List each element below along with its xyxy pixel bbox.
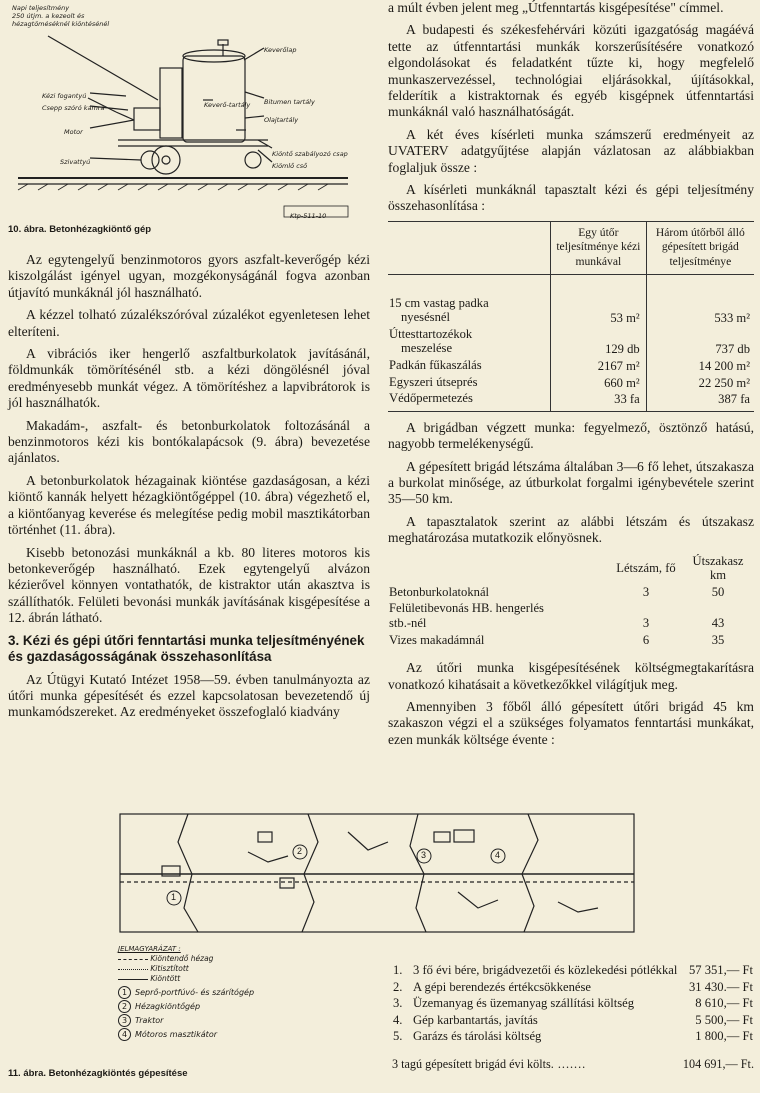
cell-staff: 3	[642, 584, 650, 599]
cost-label: Üzemanyag és üzemanyag szállítási költség	[413, 996, 635, 1011]
cell-km: 35	[711, 632, 725, 647]
paragraph: Makadám-, aszfalt- és betonburkolatok foltozásánál a benzinmotoros kézi kis bontókalapácsok (9. ábra) bevezetése ajánlatos.	[8, 417, 370, 466]
row-label-text: Betonburkolatoknál	[389, 584, 490, 599]
fig10-label-szivattyu: Szivattyú	[60, 158, 91, 166]
paragraph: Az egytengelyű benzinmotoros gyors aszfalt-keverőgép kézi kiszolgálást igényel ugyan, mozgékonyságánál fogva azonban útjavító munkáknál jól használható.	[8, 252, 370, 300]
row-label	[388, 584, 610, 601]
cell-mechanized: 387 fa	[718, 392, 750, 407]
row-label-text: 15 cm vastag padka	[389, 295, 489, 310]
fig10-label-code: Ktp-511-10	[290, 212, 327, 220]
fig10-wheel-front	[152, 146, 180, 174]
row-label-text: Padkán fűkaszálás	[389, 358, 482, 373]
legend-text: Traktor	[135, 1016, 164, 1025]
fig10-callout-line: hézagtöméséknél kiöntésénél	[12, 20, 110, 28]
paragraph: A kézzel tolható zúzalékszóróval zúzalékot egyenletesen lehet elteríteni.	[8, 307, 370, 339]
row-label-text: stb.-nél	[389, 616, 427, 631]
table-row	[388, 374, 754, 391]
paragraph: Amennyiben 3 főből álló gépesített útőri brigád 45 km szakaszon végzi el a szükséges folyamatos fenntartási munkákat, ezen munkák költsége évente :	[388, 699, 754, 747]
cost-number: 4.	[393, 1012, 403, 1027]
table-row	[388, 584, 754, 601]
cell-km: 50	[711, 584, 725, 599]
table-row	[388, 600, 754, 631]
cell-manual: 33 fa	[551, 390, 647, 407]
row-label-text: Úttesttartozékok	[389, 326, 473, 341]
cost-number: 5.	[393, 1029, 403, 1044]
fig10-label-szabalyzo: Kiöntő szabályozó csap	[272, 150, 348, 158]
legend-line-item: Kitisztított	[118, 964, 338, 974]
table-row	[388, 632, 754, 649]
fig10-wheel-small	[141, 151, 159, 169]
cost-row	[392, 1012, 754, 1029]
performance-table-body	[388, 295, 754, 412]
legend-text: Hézagkiöntőgép	[135, 1002, 201, 1011]
fig10-label-bitumen: Bitumen tartály	[264, 98, 315, 106]
fig10-label-fogantyu: Kézi fogantyú	[42, 92, 87, 100]
cell-mechanized: 737 db	[715, 342, 750, 357]
cost-number: 2.	[393, 979, 403, 994]
fig10-callout-line: 250 útjm. a kezeolt és	[12, 12, 85, 20]
cell-mechanized: 22 250 m²	[698, 375, 750, 390]
cost-value: 57 351,— Ft	[688, 963, 753, 977]
cost-row	[392, 995, 754, 1012]
row-label-text: nyesésnél	[401, 310, 450, 325]
cell-manual: 53 m²	[551, 295, 647, 326]
cost-row	[392, 979, 754, 996]
table-header: Útszakasz km	[692, 553, 744, 583]
table-header: Egy útőr teljesítménye kézi munkával	[551, 221, 647, 274]
hezagkiontes-map	[118, 812, 638, 936]
table-row	[388, 326, 754, 357]
paragraph: A kísérleti munkáknál tapasztalt kézi és gépi teljesítmény összehasonlítása :	[388, 182, 754, 214]
staff-table-body	[388, 584, 754, 648]
fig10-column	[160, 68, 182, 138]
paragraph: A brigádban végzett munka: fegyelmező, ösztönző hatású, nagyobb termelékenységű.	[388, 419, 754, 452]
paragraph: A vibrációs iker hengerlő aszfaltburkolatok javításánál, földmunkák tömörítésénél stb. a kézi döngölésnél jóval eredményesebb munkát végez. A tömörítéshez a lapvibrátorok is jól használhatók.	[8, 346, 370, 411]
paragraph: Az útőri munka kisgépesítésének költségmegtakarításra vonatkozó kihatásait a következőkkel világítjuk meg.	[388, 660, 754, 692]
fig11-marker-1: 1	[171, 892, 177, 902]
table-row	[388, 295, 754, 326]
cell-manual: 129 db	[551, 326, 647, 357]
cell-manual: 2167 m²	[551, 357, 647, 374]
performance-table	[388, 221, 754, 412]
fig10-label-keverotartaly: Keverő-tartály	[204, 101, 251, 109]
staff-table	[388, 553, 754, 649]
row-label	[388, 600, 610, 631]
legend-number: 1	[118, 986, 131, 999]
legend-number: 2	[118, 1000, 131, 1013]
section-heading: 3. Kézi és gépi útőri fenntartási munka teljesítményének és gazdaságosságának összehasonlítása	[8, 632, 365, 665]
costs-total-value: 104 691,— Ft.	[682, 1056, 754, 1071]
legend-item	[118, 1014, 338, 1028]
cost-value: 5 500,— Ft	[695, 1012, 753, 1027]
row-label-text: Felületibevonás HB. hengerlés	[389, 601, 544, 616]
fig11-legend	[118, 944, 338, 1042]
row-label	[388, 326, 551, 357]
table-row	[388, 390, 754, 407]
legend-items	[118, 986, 338, 1042]
table-header: Létszám, fő	[616, 560, 676, 575]
paragraph: Az Útügyi Kutató Intézet 1958—59. évben tanulmányozta az útőri munka gépesítését és ezzel kapcsolatosan bevezetendő új munkamódszereket. Az eredményeket összefoglaló kiadvány	[8, 671, 370, 720]
cost-row	[392, 1028, 754, 1045]
fig10-callout-line: Napi teljesítmény	[12, 4, 70, 12]
row-label-text: Egyszeri útseprés	[389, 374, 478, 389]
costs-total: 3 tagú gépesített brigád évi költs. ....... 104 691,— Ft.	[392, 1056, 754, 1071]
legend-line-item: Kiöntött	[118, 974, 338, 984]
cost-label: Gép karbantartás, javítás	[413, 1012, 538, 1027]
table-header	[388, 221, 551, 274]
paragraph: A betonburkolatok hézagainak kiöntése gazdaságosan, a kézi kiöntő kannák helyett hézagkiöntőgéppel (10. ábra) végezhető el, a kiöntőanyag keverése és melegítése pedig mobil masztikátorban történhet (11. ábra).	[8, 472, 370, 538]
cell-manual: 660 m²	[551, 374, 647, 391]
row-label	[388, 295, 551, 326]
fig10-label-keverolap: Keverőlap	[264, 46, 297, 54]
paragraph: A gépesített brigád létszáma általában 3—6 fő lehet, útszakasza a burkolat minősége, az útburkolat forgalmi igénybevétele szerint 35—50 km.	[388, 458, 754, 507]
row-label	[388, 374, 551, 391]
paragraph: A tapasztalatok szerint az alábbi létszám és útszakasz meghatározása mutatkozik előnyösnek.	[388, 513, 754, 546]
fig11-marker-2: 2	[297, 846, 303, 856]
figure-10	[8, 0, 370, 238]
paragraph: A budapesti és székesfehérvári közúti igazgatóság magáévá tette az útfenntartási munkák korszerűsítésére vonatkozó elgondolásokat és feladatként tűzte ki, hogy megfelelő munkaszervezéssel, technológiai eljárásokkal, újításokkal, felderítik a kistraktornak és egyéb kisgépnek útfenntartási munkáknál való használhatóságát.	[388, 22, 754, 120]
paragraph: A két éves kísérleti munka számszerű eredményeit az UVATERV adatgyűjtése alapján vázlatosan az alábbiakban foglaljuk össze :	[388, 126, 754, 175]
row-label	[388, 390, 551, 407]
legend-text: Mótoros masztikátor	[135, 1030, 217, 1039]
fig10-label-kiomlo: Kiömlő cső	[272, 162, 308, 170]
right-column	[388, 0, 754, 754]
row-label-text: meszelése	[401, 341, 453, 356]
legend-item	[118, 1028, 338, 1042]
cost-value: 8 610,— Ft	[695, 996, 753, 1011]
row-label	[388, 632, 610, 649]
cost-number: 1.	[393, 963, 403, 977]
row-label-text: Vizes makadámnál	[389, 632, 485, 647]
costs-list	[392, 962, 754, 1071]
table-header	[388, 553, 610, 584]
cell-mechanized: 14 200 m²	[698, 359, 750, 374]
cost-number: 3.	[393, 996, 403, 1011]
fig11-marker-3: 3	[421, 850, 427, 860]
costs-total-label: 3 tagú gépesített brigád évi költs.	[392, 1056, 554, 1071]
paragraph: a múlt évben jelent meg „Útfenntartás kisgépesítése" címmel.	[388, 0, 724, 15]
legend-item	[118, 986, 338, 1000]
legend-item	[118, 1000, 338, 1014]
row-label-text: Védőpermetezés	[389, 391, 473, 406]
fig10-motor	[134, 108, 160, 130]
cost-row	[392, 962, 754, 979]
cost-label: Garázs és tárolási költség	[413, 1029, 542, 1044]
left-column	[8, 0, 370, 727]
cost-value: 1 800,— Ft	[695, 1029, 753, 1044]
cost-label: 3 fő évi bére, brigádvezetői és közlekedési pótlékkal	[413, 963, 678, 977]
cost-label: A gépi berendezés értékcsökkenése	[413, 979, 591, 994]
cell-km: 43	[711, 616, 725, 631]
fig10-label-csepp: Csepp szóró kamra	[42, 104, 105, 112]
fig11-caption: 11. ábra. Betonhézagkiöntés gépesítése	[8, 1068, 188, 1079]
legend-text: Seprő-portfúvó- és szárítógép	[135, 988, 255, 997]
legend-line-item: Kiöntendő hézag	[118, 954, 338, 964]
fig11-marker-4: 4	[495, 850, 501, 860]
row-label	[388, 357, 551, 374]
figure-11	[118, 812, 638, 936]
fig10-label-olaj: Olajtartály	[264, 116, 299, 124]
cell-staff: 6	[642, 632, 650, 647]
cell-staff: 3	[642, 616, 650, 631]
cost-value: 31 430.— Ft	[688, 979, 753, 994]
legend-number: 3	[118, 1014, 131, 1027]
legend-number: 4	[118, 1028, 131, 1041]
fig10-caption: 10. ábra. Betonhézagkiöntő gép	[8, 224, 152, 235]
cell-mechanized: 533 m²	[714, 311, 750, 326]
legend-title: JELMAGYARÁZAT :	[118, 945, 181, 953]
table-header: Három útőrből álló gépesített brigád teljesítménye	[646, 221, 754, 274]
costs-table-body	[392, 962, 754, 1045]
fig10-label-motor: Motor	[64, 128, 83, 136]
table-row	[388, 357, 754, 374]
paragraph: Kisebb betonozási munkáknál a kb. 80 literes motoros kis betonkeverőgép használható. Ezek egytengelyű alvázon kézierővel könnyen vontathatók, de kistraktor után akasztva is szállíthatók. Felületi bevonási munkák javításának kisgépesítése a 12. ábrán látható.	[8, 544, 370, 626]
